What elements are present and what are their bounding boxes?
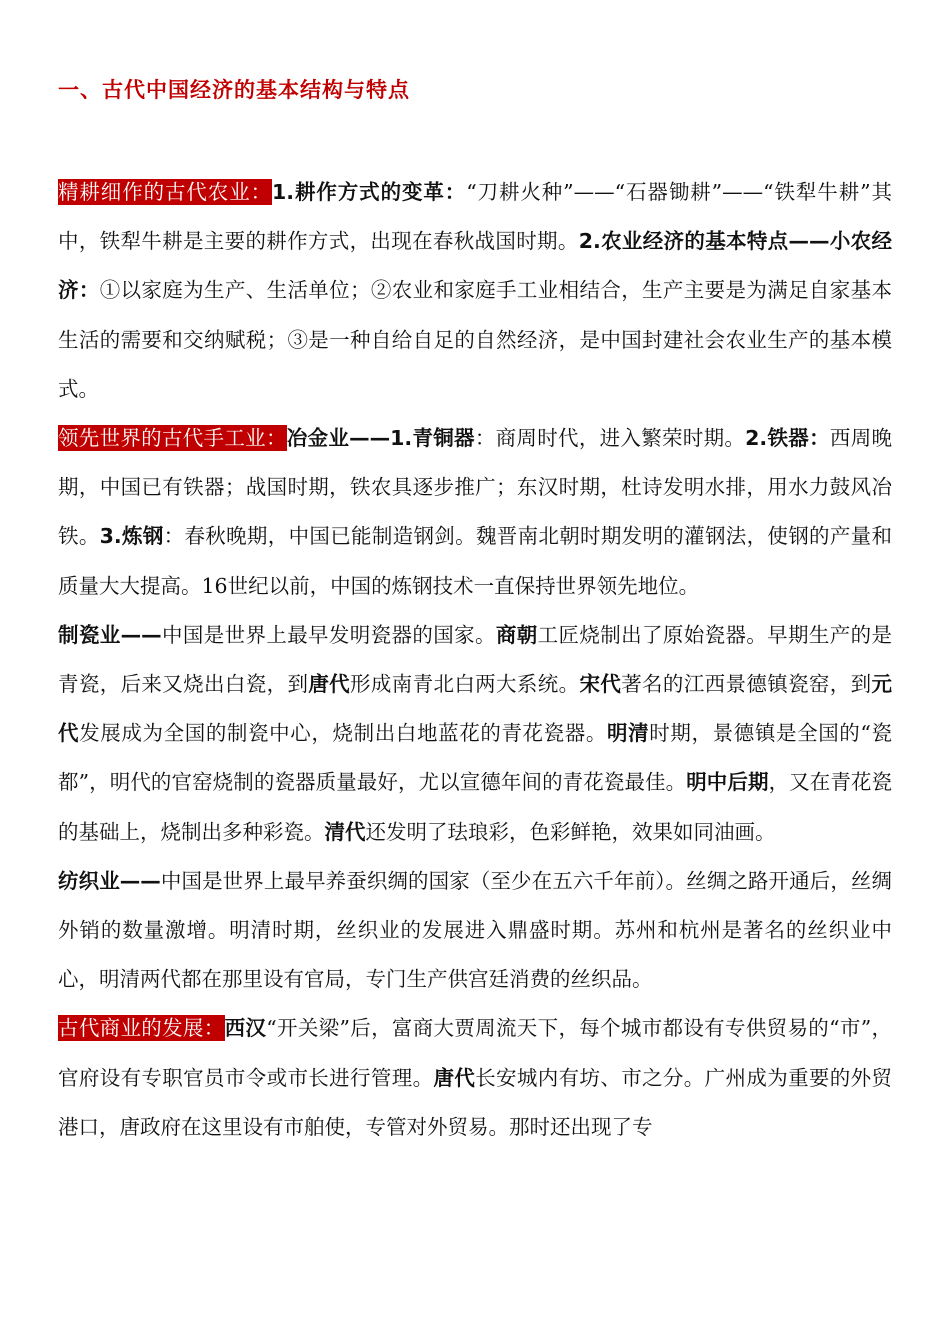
bold-text: 制瓷业—— [58,622,162,647]
body-text: 时期，景德镇是全国的“瓷都”，明代的官窑烧制的瓷器质量最好，尤以宣德年间的青花瓷最佳。 [58,721,893,795]
bold-text: 唐代 [308,672,351,697]
body-text: “开关梁”后，富商大贾周流天下，每个城市都设有专供贸易的“市”，官府设有专职官员市令或市长进行管理。 [58,1016,893,1090]
paragraph-agriculture [58,168,892,414]
body-text: 西周晚期，中国已有铁器；战国时期，铁农具逐步推广；东汉时期，杜诗发明水排，用水力鼓风冶铁。 [58,426,892,549]
paragraph-handicraft [58,414,892,611]
highlight-tag-commerce: 古代商业的发展： [58,1016,225,1041]
bold-text: 2.农业经济的基本特点——小农经济： [58,229,892,303]
body-text: 形成南青北白两大系统。 [350,672,580,697]
bold-text: 明清 [607,721,650,746]
body-text: ①以家庭为生产、生活单位；②农业和家庭手工业相结合，生产主要是为满足自家基本生活的需要和交纳赋税；③是一种自给自足的自然经济，是中国封建社会农业生产的基本模式。 [58,278,892,401]
bold-text: 冶金业——1.青铜器 [286,426,475,451]
body-text: ，又在青花瓷的基础上，烧制出多种彩瓷。 [58,770,893,844]
bold-text: 宋代 [579,672,622,697]
body-text: 工匠烧制出了原始瓷器。早期生产的是青瓷，后来又烧出白瓷，到 [58,622,893,697]
bold-text: 1.耕作方式的变革： [272,180,467,204]
bold-text: 唐代 [433,1065,476,1090]
highlight-tag-agriculture: 精耕细作的古代农业： [58,180,273,204]
bold-text: 元代 [58,672,893,746]
bold-text: 清代 [324,819,366,844]
body-text: 中国是世界上最早发明瓷器的国家。 [161,622,496,647]
bold-text: 纺织业—— [58,868,161,893]
section-heading: 一、古代中国经济的基本结构与特点 [58,78,410,102]
bold-text: 明中后期 [686,770,769,795]
paragraph-porcelain [58,611,892,857]
body-text: 长安城内有坊、市之分。广州成为重要的外贸港口，唐政府在这里设有市舶使，专管对外贸易。那时还出现了专 [58,1065,893,1139]
body-text: 中国是世界上最早养蚕织绸的国家（至少在五六千年前）。丝绸之路开通后，丝绸外销的数量激增。明清时期，丝织业的发展进入鼎盛时期。苏州和杭州是著名的丝织业中心，明清两代都在那里设有官局，专门生产供宫廷消费的丝织品。 [58,868,893,992]
bold-text: 西汉 [224,1016,267,1041]
bold-text: 商朝 [495,622,538,647]
paragraph-textile [58,857,892,1005]
highlight-tag-handicraft: 领先世界的古代手工业： [58,426,287,451]
bold-text: 2.铁器： [745,426,830,451]
document-body [58,168,892,1152]
paragraph-commerce [58,1004,892,1152]
bold-text: 3.炼钢 [99,524,164,549]
body-text: 还发明了珐琅彩，色彩鲜艳，效果如同油画。 [365,819,776,844]
body-text: “刀耕火种”——“石器锄耕”——“铁犁牛耕”其中，铁犁牛耕是主要的耕作方式，出现在春秋战国时期。 [58,180,892,254]
body-text: 著名的江西景德镇瓷窑，到 [621,672,872,697]
body-text: 发展成为全国的制瓷中心，烧制出白地蓝花的青花瓷器。 [79,721,608,746]
body-text: ：春秋晚期，中国已能制造钢剑。魏晋南北朝时期发明的灌钢法，使钢的产量和质量大大提高。16世纪以前，中国的炼钢技术一直保持世界领先地位。 [58,524,892,598]
body-text: ：商周时代，进入繁荣时期。 [474,426,746,451]
